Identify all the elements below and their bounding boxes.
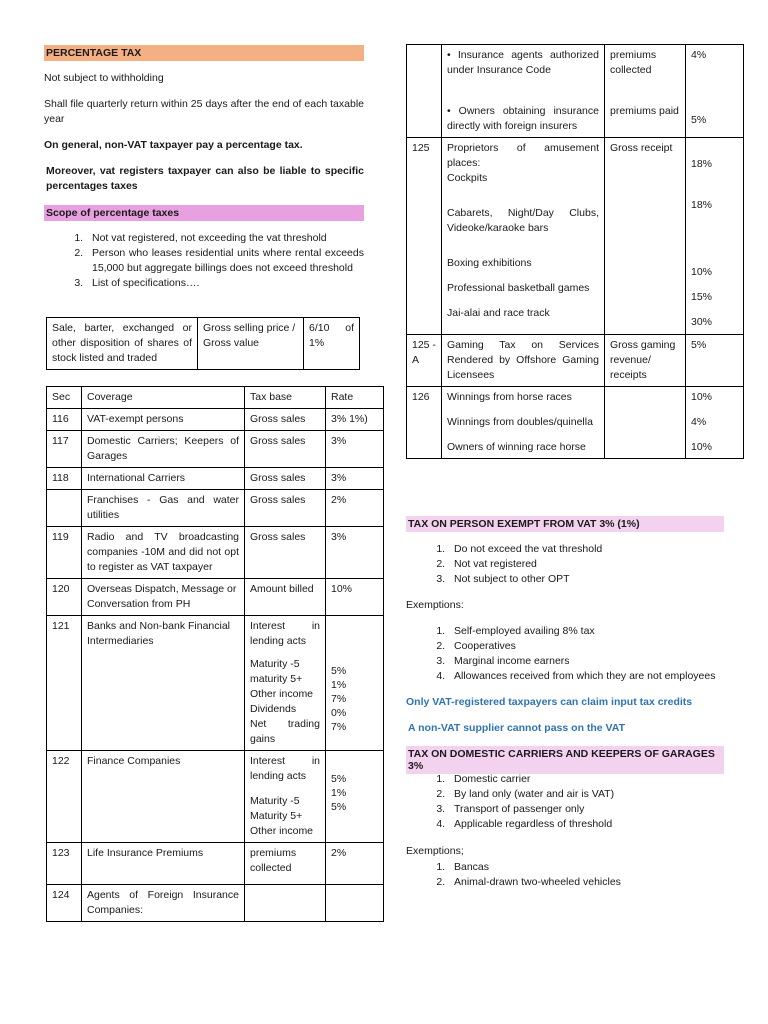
scope-heading: Scope of percentage taxes [44, 205, 364, 221]
coverage-line: Jai-alai and race track [447, 307, 550, 319]
coverage-line: Professional basketball games [447, 282, 590, 294]
table-row [47, 616, 384, 751]
table-row [47, 885, 384, 922]
rate-cell: 2% [326, 490, 384, 527]
base-cell [605, 387, 686, 459]
list-item: 3. Not subject to other OPT [448, 572, 748, 587]
base-line: Net trading gains [250, 718, 320, 745]
coverage-cell: Overseas Dispatch, Message or Conversation from PH [82, 579, 245, 616]
vat-exempt-list [406, 542, 748, 587]
sec-cell: 126 [407, 387, 442, 459]
list-item: 2. Person who leases residential units where rental exceeds 15,000 but aggregate billings does not exceed threshold [86, 246, 364, 276]
exemptions-list-2 [406, 860, 748, 890]
base-cell: Gross sales [245, 490, 326, 527]
base-line: Other income [250, 688, 314, 700]
rate-line: 1% [331, 679, 347, 691]
table-row [47, 431, 384, 468]
sec-cell: 124 [47, 885, 82, 922]
base-cell: Gross sales [245, 527, 326, 579]
base-cell: Gross sales [245, 468, 326, 490]
rate-line: 0% [331, 707, 347, 719]
rate-cell [326, 616, 384, 751]
list-item: 1. Self-employed availing 8% tax [448, 624, 768, 639]
coverage-line: • Insurance agents authorized under Insurance Code [447, 49, 599, 76]
base-cell [605, 45, 686, 138]
coverage-cell: Banks and Non-bank Financial Intermediaries [82, 616, 245, 751]
list-item: 1. Do not exceed the vat threshold [448, 542, 748, 557]
rate-cell [686, 45, 744, 138]
sec-cell: 118 [47, 468, 82, 490]
coverage-cell [442, 45, 605, 138]
exemptions-label-2: Exemptions; [406, 845, 464, 857]
coverage-cell: Gaming Tax on Services Rendered by Offshore Gaming Licensees [442, 335, 605, 387]
coverage-cell [442, 138, 605, 335]
base-cell: Gross receipt [605, 138, 686, 335]
table-row [407, 45, 744, 138]
quarterly-return-note: Shall file quarterly return within 25 days after the end of each taxable year [44, 98, 364, 125]
exemptions-list [406, 624, 768, 684]
non-vat-supplier-note: A non-VAT supplier cannot pass on the VAT [408, 722, 626, 734]
percentage-tax-table [46, 386, 384, 922]
sec-cell: 117 [47, 431, 82, 468]
carriers-list [406, 772, 748, 832]
coverage-cell: VAT-exempt persons [82, 409, 245, 431]
exemptions-label: Exemptions: [406, 599, 464, 611]
coverage-cell [442, 387, 605, 459]
rate-line: 10% [691, 391, 713, 403]
table-row [47, 579, 384, 616]
table-row [47, 751, 384, 843]
rate-line: 5% [331, 773, 347, 785]
sec-cell [407, 45, 442, 138]
base-cell: premiums collected [245, 843, 326, 885]
list-item: 3. Transport of passenger only [448, 802, 748, 817]
rate-cell: 3% [326, 527, 384, 579]
coverage-cell: Agents of Foreign Insurance Companies: [82, 885, 245, 922]
list-item: 2. By land only (water and air is VAT) [448, 787, 748, 802]
coverage-cell: Life Insurance Premiums [82, 843, 245, 885]
sec-cell: 125 [407, 138, 442, 335]
table-row [47, 843, 384, 885]
list-item: 3. Marginal income earners [448, 654, 768, 669]
table-row [407, 138, 744, 335]
non-vat-note: On general, non-VAT taxpayer pay a percentage tax. [44, 139, 303, 151]
rate-line: 18% [691, 158, 713, 170]
rate-line: 4% [691, 49, 707, 61]
table-header-row [47, 387, 384, 409]
coverage-cell: International Carriers [82, 468, 245, 490]
base-cell: Gross sales [245, 431, 326, 468]
rate-line: 18% [691, 199, 713, 211]
rate-cell: 5% [686, 335, 744, 387]
rate-cell: 3% [326, 431, 384, 468]
sec-cell: 120 [47, 579, 82, 616]
coverage-line: Winnings from doubles/quinella [447, 416, 593, 428]
base-line: Maturity 5+ [250, 810, 303, 822]
rate-cell: 3% [326, 468, 384, 490]
scope-list [44, 231, 364, 291]
percentage-tax-table-continued [406, 44, 744, 459]
sec-cell: 125 -A [407, 335, 442, 387]
rate-line: 10% [691, 441, 713, 453]
rate-line: 5% [331, 665, 347, 677]
rate-line: 1% [331, 787, 347, 799]
table-cell: Sale, barter, exchanged or other disposition of shares of stock listed and traded [47, 318, 198, 370]
rate-line: 15% [691, 291, 713, 303]
vat-registered-note: Moreover, vat registers taxpayer can also be liable to specific percentages taxes [46, 165, 364, 192]
base-cell: Gross gaming revenue/ receipts [605, 335, 686, 387]
rate-line: 5% [331, 801, 347, 813]
rate-line: 5% [691, 114, 707, 126]
base-cell: Gross sales [245, 409, 326, 431]
withholding-note: Not subject to withholding [44, 72, 164, 84]
base-line: premiums paid [610, 105, 679, 117]
base-cell: Amount billed [245, 579, 326, 616]
base-cell [245, 885, 326, 922]
coverage-cell: Franchises - Gas and water utilities [82, 490, 245, 527]
table-row [407, 387, 744, 459]
sec-cell: 121 [47, 616, 82, 751]
shares-table [46, 317, 360, 370]
coverage-line: Proprietors of amusement places: [447, 142, 599, 169]
rate-cell: 2% [326, 843, 384, 885]
domestic-carriers-heading: TAX ON DOMESTIC CARRIERS AND KEEPERS OF GARAGES 3% [406, 746, 724, 774]
list-item: 2. Cooperatives [448, 639, 768, 654]
base-cell [245, 616, 326, 751]
base-line: premiums collected [610, 49, 657, 76]
coverage-cell: Domestic Carriers; Keepers of Garages [82, 431, 245, 468]
rate-cell [326, 751, 384, 843]
list-item: 4. Applicable regardless of threshold [448, 817, 748, 832]
table-cell: 6/10 of 1% [304, 318, 360, 370]
sec-cell: 123 [47, 843, 82, 885]
sec-cell [47, 490, 82, 527]
base-line: Interest in lending acts [250, 755, 320, 782]
sec-cell: 122 [47, 751, 82, 843]
table-row [47, 318, 360, 370]
rate-cell: 10% [326, 579, 384, 616]
rate-cell: 3% 1%) [326, 409, 384, 431]
coverage-line: Owners of winning race horse [447, 441, 586, 453]
table-row [47, 527, 384, 579]
coverage-line: Winnings from horse races [447, 391, 572, 403]
list-item: 2. Not vat registered [448, 557, 748, 572]
base-line: Dividends [250, 703, 297, 715]
list-item: 3. List of specifications…. [86, 276, 364, 291]
table-cell: Gross selling price / Gross value [198, 318, 304, 370]
table-row [47, 468, 384, 490]
list-item: 1. Not vat registered, not exceeding the vat threshold [86, 231, 364, 246]
sec-cell: 119 [47, 527, 82, 579]
base-line: Other income [250, 825, 314, 837]
coverage-line: • Owners obtaining insurance directly with foreign insurers [447, 105, 599, 132]
table-row [407, 335, 744, 387]
coverage-cell: Finance Companies [82, 751, 245, 843]
list-item: 2. Animal-drawn two-wheeled vehicles [448, 875, 748, 890]
table-row [47, 409, 384, 431]
coverage-line: Boxing exhibitions [447, 257, 532, 269]
coverage-cell: Radio and TV broadcasting companies -10M and did not opt to register as VAT taxpayer [82, 527, 245, 579]
rate-cell [326, 885, 384, 922]
header-cell: Rate [326, 387, 384, 409]
list-item: 1. Domestic carrier [448, 772, 748, 787]
coverage-line: Cabarets, Night/Day Clubs, Videoke/karaoke bars [447, 207, 599, 234]
header-cell: Coverage [82, 387, 245, 409]
base-line: maturity 5+ [250, 673, 303, 685]
base-cell [245, 751, 326, 843]
table-row [47, 490, 384, 527]
percentage-tax-heading: PERCENTAGE TAX [44, 45, 364, 61]
rate-line: 30% [691, 316, 713, 328]
rate-line: 7% [331, 693, 347, 705]
sec-cell: 116 [47, 409, 82, 431]
base-line: Maturity -5 [250, 795, 300, 807]
list-item: 4. Allowances received from which they are not employees [448, 669, 768, 684]
base-line: Interest in lending acts [250, 620, 320, 647]
input-tax-note: Only VAT-registered taxpayers can claim input tax credits [406, 696, 693, 708]
rate-line: 10% [691, 266, 713, 278]
rate-line: 4% [691, 416, 707, 428]
header-cell: Sec [47, 387, 82, 409]
base-line: Maturity -5 [250, 658, 300, 670]
coverage-line: Cockpits [447, 172, 488, 184]
list-item: 1. Bancas [448, 860, 748, 875]
vat-exempt-heading: TAX ON PERSON EXEMPT FROM VAT 3% (1%) [406, 516, 724, 532]
header-cell: Tax base [245, 387, 326, 409]
rate-line: 7% [331, 721, 347, 733]
rate-cell [686, 387, 744, 459]
rate-cell [686, 138, 744, 335]
